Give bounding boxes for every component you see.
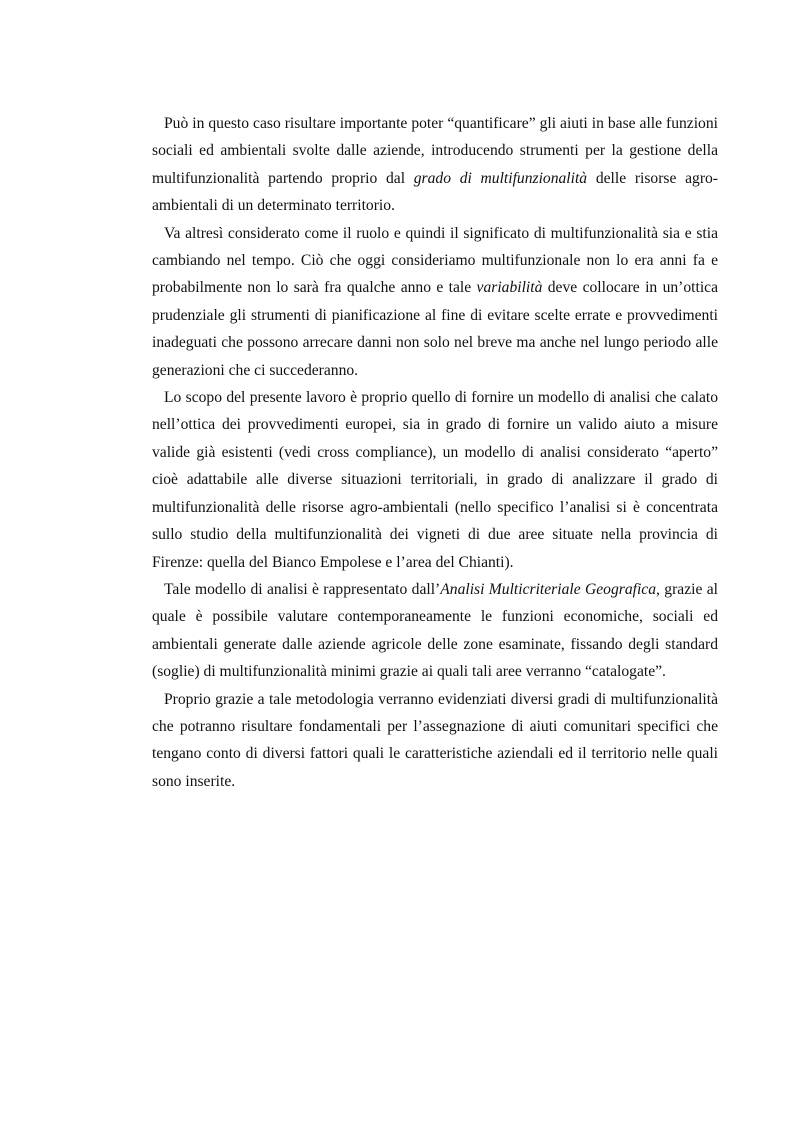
paragraph-2-emphasis: variabilità bbox=[476, 279, 543, 297]
paragraph-4-text-end: , grazie al quale è possibile valutare contemporaneamente le funzioni economiche, sociali ed ambientali generate dalle aziende agricole delle zone esaminate, fissando degli standard (soglie) di multifunzionalità minimi grazie ai quali tali aree verranno “catalogate”. bbox=[152, 580, 718, 681]
paragraph-4 bbox=[152, 576, 718, 686]
paragraph-4-text: Tale modello di analisi è rappresentato dall’ bbox=[164, 580, 441, 598]
document-body bbox=[152, 110, 718, 795]
paragraph-3 bbox=[152, 384, 718, 576]
paragraph-1-emphasis: grado di multifunzionalità bbox=[413, 169, 588, 187]
paragraph-2 bbox=[152, 220, 718, 384]
paragraph-1 bbox=[152, 110, 718, 220]
paragraph-3-text: Lo scopo del presente lavoro è proprio quello di fornire un modello di analisi che calato nell’ottica dei provvedimenti europei, sia in grado di fornire un valido aiuto a misure valide già esistenti (vedi cross compliance), un modello di analisi considerato “aperto” cioè adattabile alle diverse situazioni territoriali, in grado di analizzare il grado di multifunzionalità delle risorse agro-ambientali (nello specifico l’analisi si è concentrata sullo studio della multifunzionalità dei vigneti di due aree situate nella provincia di Firenze: quella del Bianco Empolese e l’area del Chianti). bbox=[152, 389, 718, 571]
paragraph-5 bbox=[152, 686, 718, 796]
paragraph-1-text-end: delle risorse agro-ambientali di un determinato territorio. bbox=[152, 169, 718, 215]
paragraph-1-text: Può in questo caso risultare importante poter “quantificare” gli aiuti in base alle funzioni sociali ed ambientali svolte dalle aziende, introducendo strumenti per la gestione della multifunzionalità partendo proprio dal bbox=[152, 115, 718, 187]
paragraph-5-text: Proprio grazie a tale metodologia verranno evidenziati diversi gradi di multifunzionalità che potranno risultare fondamentali per l’assegnazione di aiuti comunitari specifici che tengano conto di diversi fattori quali le caratteristiche aziendali ed il territorio nelle quali sono inserite. bbox=[152, 690, 718, 790]
paragraph-2-text-end: deve collocare in un’ottica prudenziale gli strumenti di pianificazione al fine di evitare scelte errate e provvedimenti inadeguati che possono arrecare danni non solo nel breve ma anche nel lungo periodo alle generazioni che ci succederanno. bbox=[152, 279, 718, 379]
paragraph-2-text: Va altresì considerato come il ruolo e quindi il significato di multifunzionalità sia e stia cambiando nel tempo. Ciò che oggi consideriamo multifunzionale non lo era anni fa e probabilmente non lo sarà fra qualche anno e tale bbox=[152, 224, 718, 297]
paragraph-4-emphasis: Analisi Multicriteriale Geografica bbox=[440, 580, 657, 598]
